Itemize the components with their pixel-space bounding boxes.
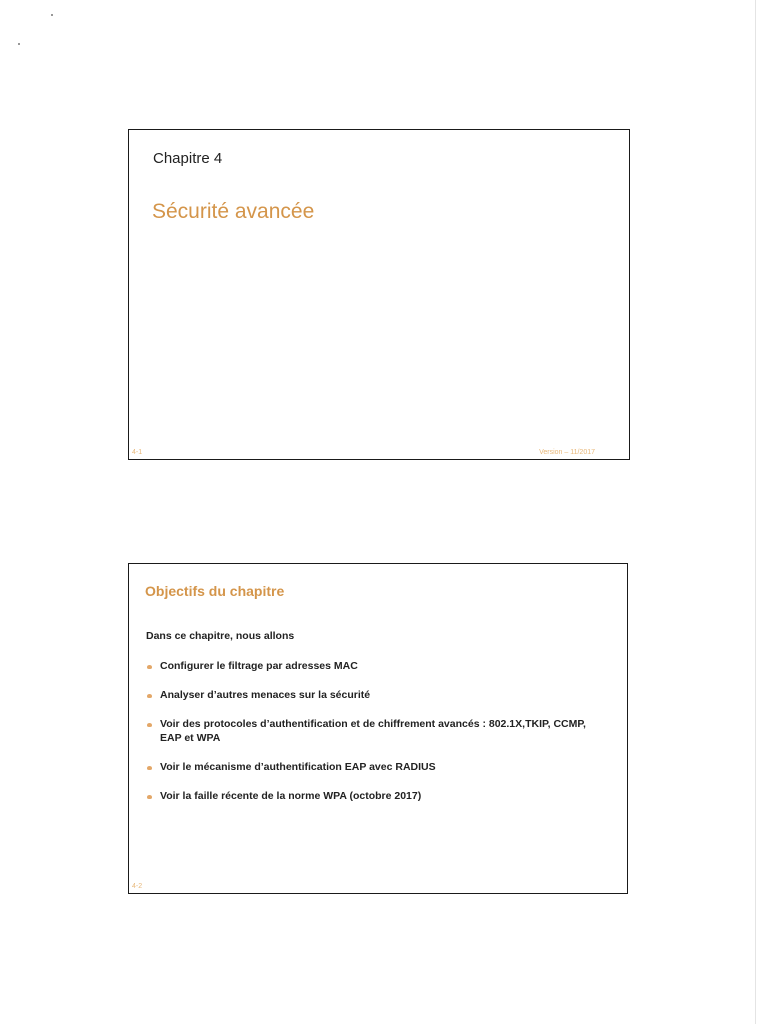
objectives-list bbox=[144, 659, 604, 818]
list-item bbox=[144, 789, 604, 803]
slide-number: 4-2 bbox=[132, 883, 143, 890]
list-item bbox=[144, 659, 604, 673]
page-edge-line bbox=[755, 0, 756, 1024]
objectives-title: Objectifs du chapitre bbox=[145, 583, 285, 599]
scan-speck bbox=[18, 43, 20, 45]
list-item-text: Voir la faille récente de la norme WPA (octobre 2017) bbox=[160, 790, 422, 802]
bullet-icon bbox=[147, 723, 152, 727]
list-item-text: Voir des protocoles d’authentification et de chiffrement avancés : 802.1X,TKIP, CCMP, EAP et WPA bbox=[160, 718, 586, 744]
slide-title bbox=[128, 129, 630, 460]
list-item bbox=[144, 717, 604, 745]
chapter-title: Sécurité avancée bbox=[152, 200, 315, 223]
list-item-text: Analyser d’autres menaces sur la sécurité bbox=[160, 689, 371, 701]
bullet-icon bbox=[147, 665, 152, 669]
bullet-icon bbox=[147, 795, 152, 799]
bullet-icon bbox=[147, 766, 152, 770]
list-item-text: Configurer le filtrage par adresses MAC bbox=[160, 660, 358, 672]
list-item-text: Voir le mécanisme d’authentification EAP avec RADIUS bbox=[160, 761, 436, 773]
bullet-icon bbox=[147, 694, 152, 698]
version-label: Version – 11/2017 bbox=[539, 449, 595, 456]
slide-objectives bbox=[128, 563, 628, 894]
scan-speck bbox=[51, 14, 53, 16]
list-item bbox=[144, 688, 604, 702]
list-item bbox=[144, 760, 604, 774]
slide-number: 4-1 bbox=[132, 449, 143, 456]
intro-text: Dans ce chapitre, nous allons bbox=[146, 630, 295, 642]
chapter-label: Chapitre 4 bbox=[153, 150, 223, 167]
